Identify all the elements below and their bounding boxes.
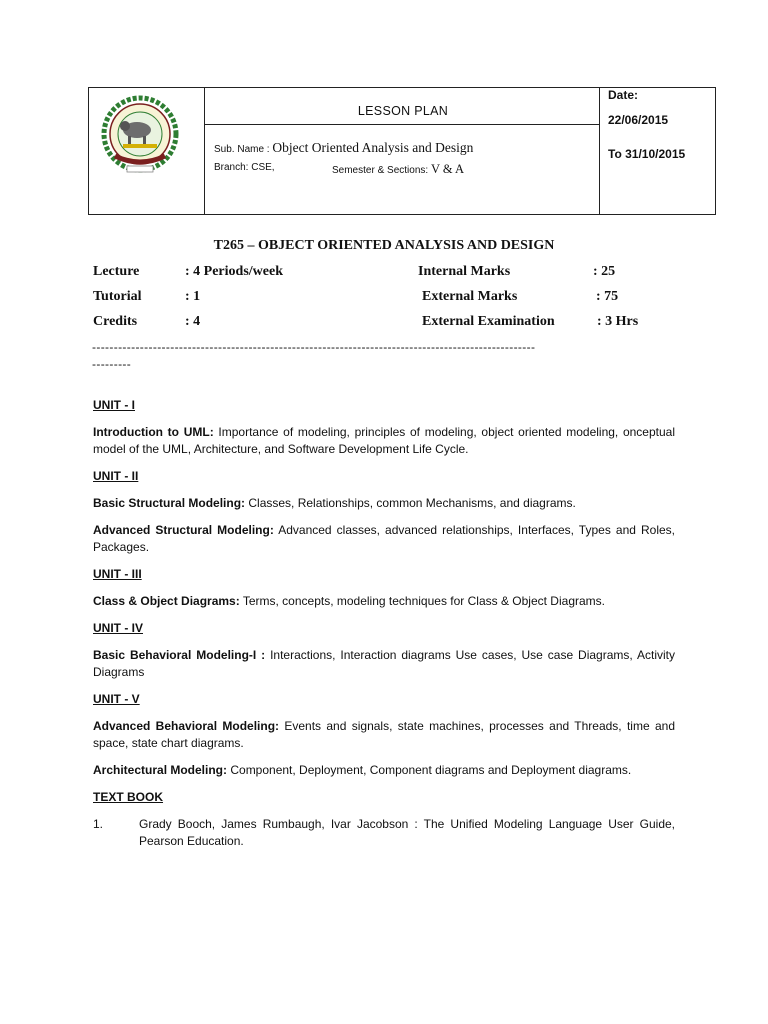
sub-name-value: Object Oriented Analysis and Design bbox=[272, 140, 474, 155]
unit-5-advanced-behavioral bbox=[93, 718, 675, 752]
textbook-item-text: Grady Booch, James Rumbaugh, Ivar Jacobson : The Unified Modeling Language User Guide, Pearson Education. bbox=[139, 817, 675, 848]
course-title: T265 – OBJECT ORIENTED ANALYSIS AND DESIGN bbox=[213, 238, 555, 253]
subject-name-row bbox=[214, 140, 473, 156]
sub-name-label: Sub. Name : bbox=[214, 144, 270, 155]
branch-row bbox=[214, 162, 465, 176]
unit-4-text: Interactions, Interaction diagrams Use cases, Use case Diagrams, Activity Diagrams bbox=[93, 648, 675, 679]
unit-5-adv-text: Events and signals, state machines, processes and Threads, time and space, state chart diagrams. bbox=[93, 719, 675, 750]
separator-dashes: ------------------------------------------------------------------------------------------------------ bbox=[92, 340, 536, 354]
external-marks-label: External Marks bbox=[422, 289, 518, 304]
college-seal-logo bbox=[97, 94, 183, 178]
branch-label: Branch: CSE, bbox=[214, 162, 275, 173]
unit-2-basic-title: Basic Structural Modeling: bbox=[93, 496, 246, 510]
unit-2-advanced-text: Advanced classes, advanced relationships, Interfaces, Types and Roles, Packages. bbox=[93, 523, 675, 554]
date-to: To 31/10/2015 bbox=[608, 147, 686, 161]
internal-marks-label: Internal Marks bbox=[418, 264, 511, 279]
tutorial-label: Tutorial bbox=[93, 289, 142, 304]
textbook-item-number: 1. bbox=[93, 817, 104, 831]
unit-5-adv-title: Advanced Behavioral Modeling: bbox=[93, 719, 280, 733]
internal-marks-value: : 25 bbox=[593, 264, 616, 279]
unit-1-heading: UNIT - I bbox=[93, 398, 135, 412]
lesson-plan-title: LESSON PLAN bbox=[357, 104, 449, 118]
syllabus-content bbox=[93, 397, 675, 860]
external-marks-value: : 75 bbox=[596, 289, 619, 304]
unit-4-title: Basic Behavioral Modeling-I : bbox=[93, 648, 266, 662]
header-divider-horizontal bbox=[204, 124, 599, 125]
textbook-item bbox=[93, 816, 675, 850]
unit-5-architectural bbox=[93, 762, 675, 779]
lecture-label: Lecture bbox=[93, 264, 140, 279]
credits-row bbox=[93, 314, 693, 332]
header-table bbox=[88, 87, 716, 215]
unit-3-class-object bbox=[93, 593, 675, 610]
unit-3-text: Terms, concepts, modeling techniques for Class & Object Diagrams. bbox=[239, 594, 605, 608]
semester-value: V & A bbox=[430, 162, 465, 176]
unit-4-heading: UNIT - IV bbox=[93, 621, 143, 635]
semester-label: Semester & Sections: bbox=[332, 165, 429, 176]
unit-2-basic bbox=[93, 495, 675, 512]
unit-4-behavioral bbox=[93, 647, 675, 681]
date-from: 22/06/2015 bbox=[608, 113, 669, 127]
unit-2-heading: UNIT - II bbox=[93, 469, 139, 483]
date-label: Date: bbox=[608, 88, 639, 102]
semester-group bbox=[332, 162, 464, 177]
tutorial-row bbox=[93, 289, 693, 307]
external-exam-value: : 3 Hrs bbox=[597, 314, 639, 329]
unit-5-arch-text: Component, Deployment, Component diagrams and Deployment diagrams. bbox=[227, 763, 632, 777]
unit-5-arch-title: Architectural Modeling: bbox=[93, 763, 228, 777]
unit-1-intro-title: Introduction to UML: bbox=[93, 425, 214, 439]
credits-label: Credits bbox=[93, 314, 138, 329]
credits-value: : 4 bbox=[185, 314, 201, 329]
unit-3-title: Class & Object Diagrams: bbox=[93, 594, 240, 608]
unit-1-intro bbox=[93, 424, 675, 458]
textbook-heading: TEXT BOOK bbox=[93, 790, 164, 804]
unit-1-intro-text: Importance of modeling, principles of modeling, object oriented modeling, onceptual model of the UML, Architecture, and Software Development Life Cycle. bbox=[93, 425, 676, 456]
header-divider-left bbox=[204, 88, 205, 214]
lecture-row bbox=[93, 264, 693, 282]
unit-2-advanced-title: Advanced Structural Modeling: bbox=[93, 523, 274, 537]
separator-dashes-continued: --------- bbox=[92, 357, 132, 371]
unit-2-basic-text: Classes, Relationships, common Mechanisms, and diagrams. bbox=[245, 496, 576, 510]
lecture-value: : 4 Periods/week bbox=[185, 264, 283, 279]
unit-3-heading: UNIT - III bbox=[93, 567, 142, 581]
unit-5-heading: UNIT - V bbox=[93, 692, 140, 706]
tutorial-value: : 1 bbox=[185, 289, 201, 304]
unit-2-advanced bbox=[93, 522, 675, 556]
external-exam-label: External Examination bbox=[422, 314, 555, 329]
